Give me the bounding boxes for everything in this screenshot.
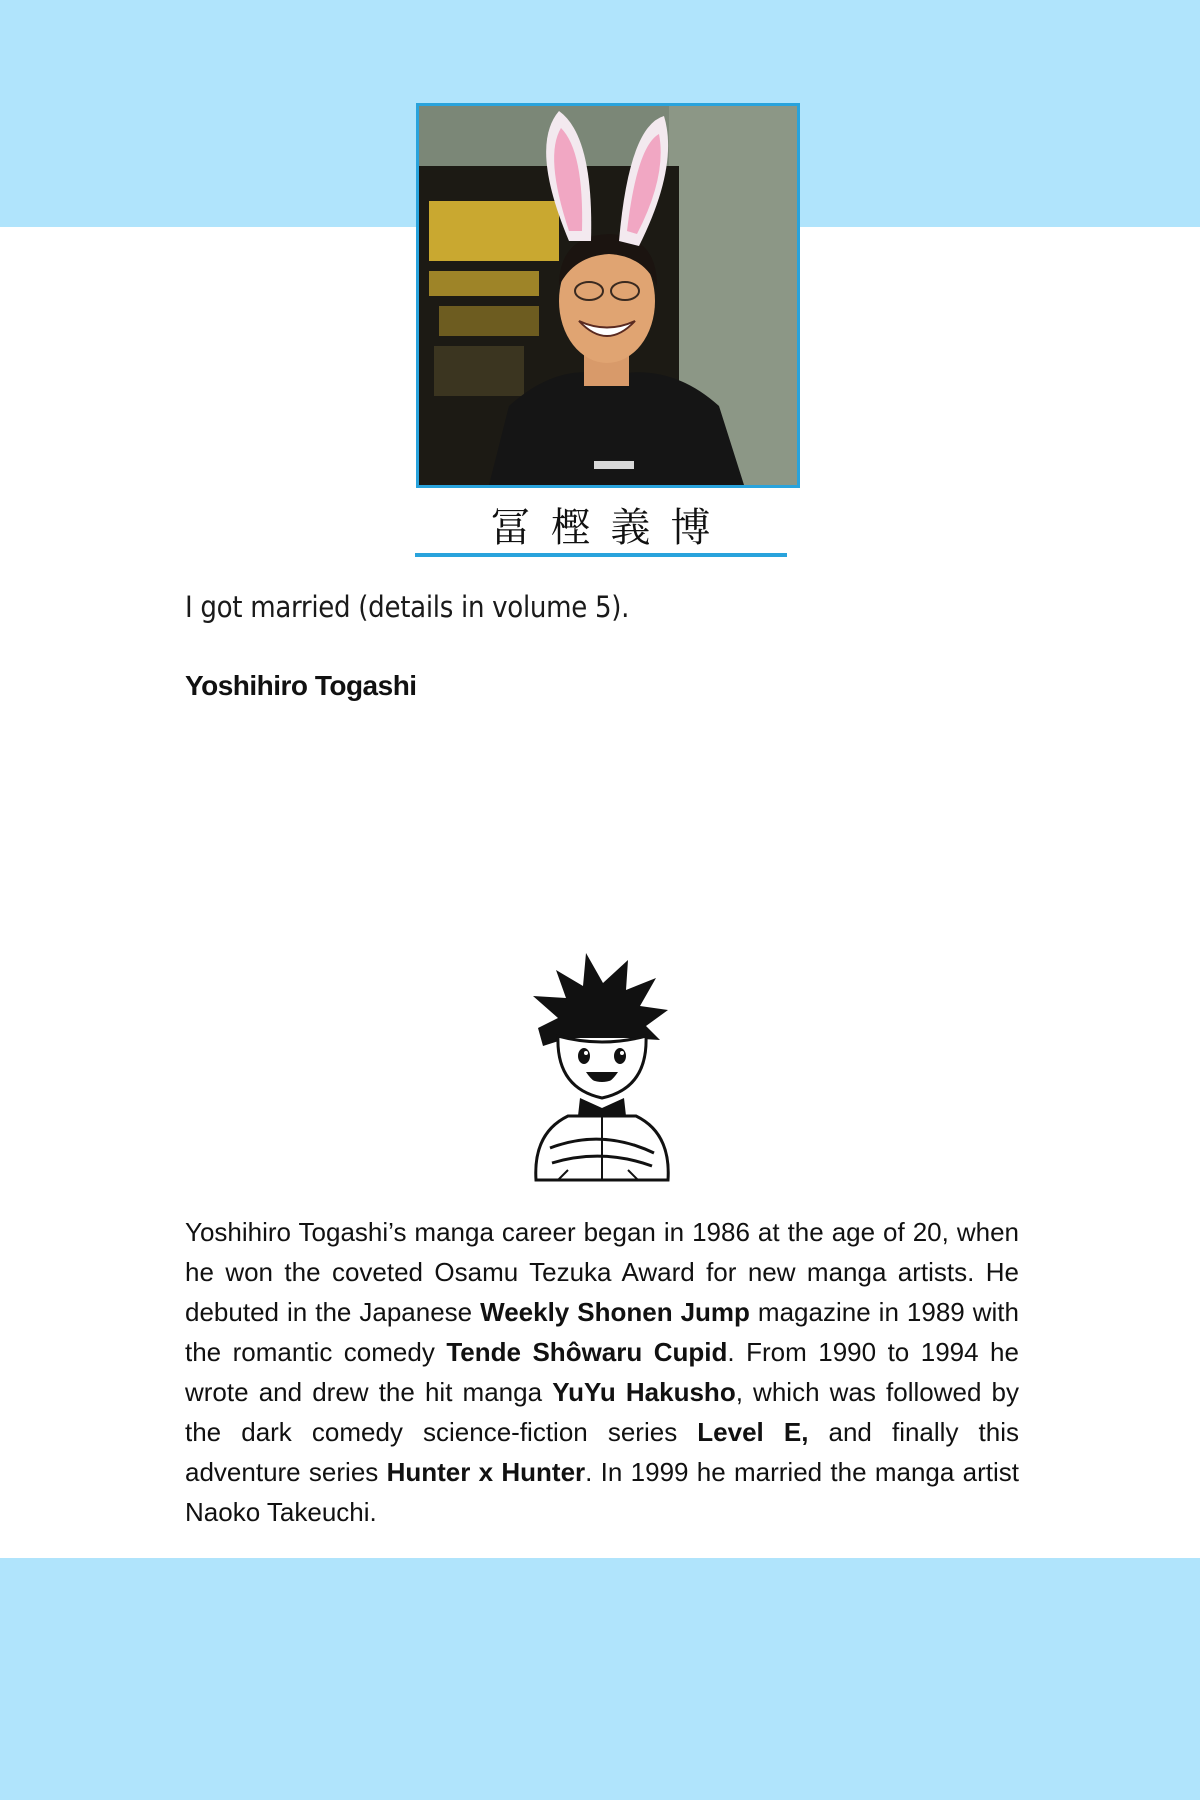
- gon-mascot-illustration: [528, 948, 676, 1183]
- author-biography: [185, 1212, 1019, 1532]
- name-underline: [415, 553, 787, 557]
- bio-title-emphasis: YuYu Hakusho: [552, 1377, 736, 1407]
- bio-text-run: magazine in 1989 with the romantic comedy: [185, 1297, 1019, 1367]
- bottom-color-band: [0, 1558, 1200, 1800]
- bio-text-run: , which was followed by the dark comedy science-fiction series: [185, 1377, 1019, 1447]
- bio-text-run: . In 1999 he married the manga artist Naoko Takeuchi.: [185, 1457, 1019, 1527]
- bio-text-run: Yoshihiro Togashi’s manga career began in 1986 at the age of 20, when he won the coveted Osamu Tezuka Award for new manga artists. He debuted in the Japanese: [185, 1217, 1019, 1327]
- bio-title-emphasis: Weekly Shonen Jump: [480, 1297, 750, 1327]
- bio-text-run: and finally this adventure series: [185, 1417, 1019, 1487]
- author-signature: Yoshihiro Togashi: [185, 670, 417, 701]
- author-photo: [416, 103, 800, 488]
- author-name-kanji: 冨樫義博: [490, 505, 731, 551]
- author-comment: I got married (details in volume 5).: [185, 590, 630, 624]
- bio-title-emphasis: Level E,: [697, 1417, 809, 1447]
- bio-title-emphasis: Tende Shôwaru Cupid: [446, 1337, 728, 1367]
- bio-text-run: . From 1990 to 1994 he wrote and drew the hit manga: [185, 1337, 1019, 1407]
- bio-title-emphasis: Hunter x Hunter: [386, 1457, 586, 1487]
- author-photo-image: [419, 106, 797, 485]
